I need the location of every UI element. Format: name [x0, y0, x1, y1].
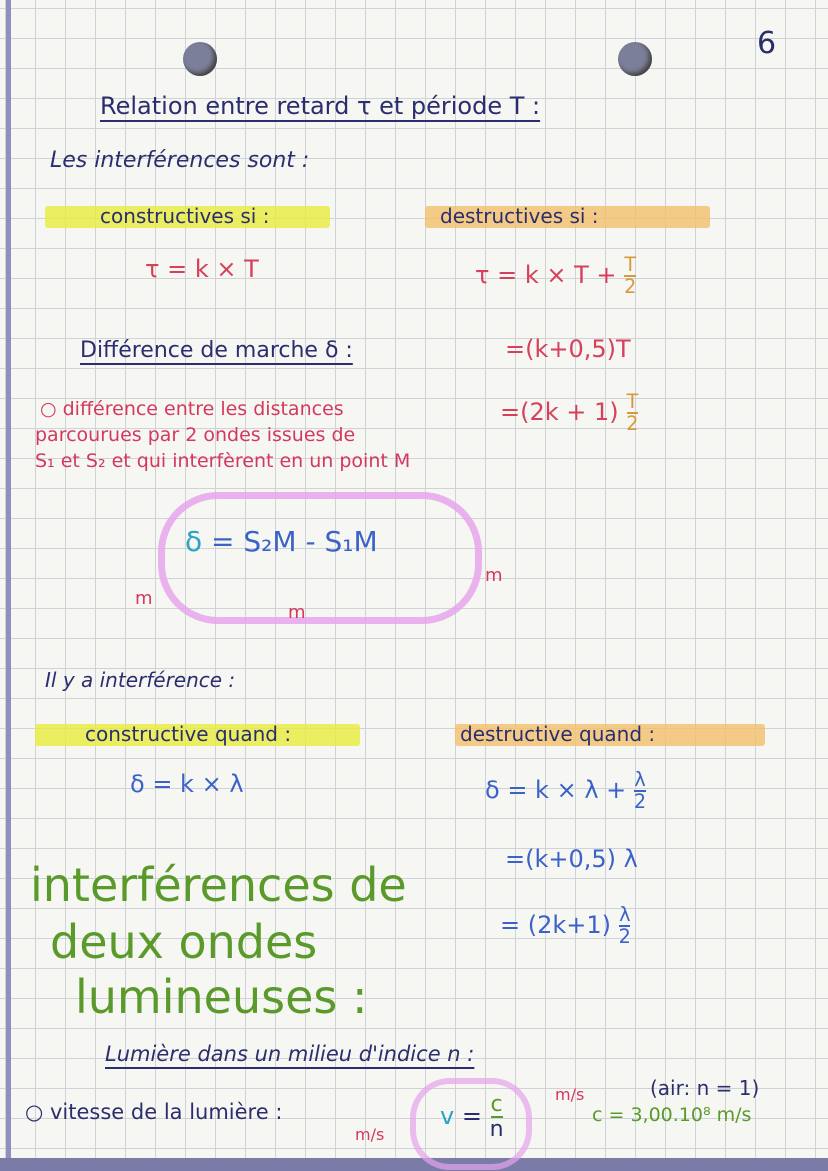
- destructive-equation: τ = k × T +: [475, 261, 617, 290]
- section-title: Relation entre retard τ et période T :: [100, 92, 541, 120]
- definition-line: parcourues par 2 ondes issues de: [35, 424, 356, 446]
- denominator: 2: [624, 275, 637, 299]
- denominator: n: [489, 1117, 504, 1143]
- unit-label: m: [135, 588, 153, 609]
- denominator: 2: [626, 412, 639, 436]
- air-note: (air: n = 1): [650, 1076, 760, 1100]
- destructive-lambda-eq-2: =(k+0,5) λ: [505, 845, 638, 873]
- numerator: c: [490, 1092, 503, 1117]
- big-title-line: deux ondes: [50, 915, 318, 969]
- destructive-lambda-eq-3: = (2k+1): [500, 911, 612, 940]
- unit-label: m: [288, 602, 306, 623]
- medium-title: Lumière dans un milieu d'indice n :: [105, 1042, 475, 1066]
- highlight-cloud: [158, 492, 482, 624]
- numerator: T: [624, 253, 637, 276]
- unit-label: m: [485, 565, 503, 586]
- definition-line: ○ différence entre les distances: [40, 398, 344, 420]
- destructive-label: destructives si :: [440, 204, 599, 228]
- path-difference-title: Différence de marche δ :: [80, 338, 353, 363]
- v-symbol: v: [440, 1102, 455, 1131]
- binder-hole: [183, 42, 217, 76]
- c-value: c = 3,00.10⁸ m/s: [592, 1104, 752, 1126]
- denominator: 2: [633, 790, 647, 814]
- margin-line: [6, 0, 11, 1160]
- numerator: λ: [619, 903, 631, 926]
- equals-sign: =: [461, 1102, 482, 1131]
- numerator: T: [626, 390, 639, 413]
- binder-hole: [618, 42, 652, 76]
- unit-label: m/s: [355, 1125, 385, 1144]
- speed-label: ○ vitesse de la lumière :: [25, 1100, 283, 1124]
- page-edge: [0, 1158, 828, 1171]
- big-title-line: interférences de: [30, 858, 407, 912]
- destructive-equation-2: =(k+0,5)T: [505, 335, 631, 363]
- constructive-equation: τ = k × T: [145, 255, 259, 283]
- delta-symbol: δ: [185, 525, 203, 558]
- unit-label: m/s: [555, 1085, 585, 1104]
- big-title-line: lumineuses :: [75, 970, 368, 1024]
- destructive-when: destructive quand :: [460, 722, 656, 746]
- destructive-equation-3: =(2k + 1): [500, 398, 619, 427]
- constructive-when: constructive quand :: [85, 722, 292, 746]
- delta-equation: = S₂M - S₁M: [211, 525, 378, 558]
- interference-intro: Il y a interférence :: [45, 668, 236, 692]
- numerator: λ: [634, 768, 646, 791]
- destructive-lambda-eq: δ = k × λ +: [485, 776, 627, 805]
- constructive-lambda-eq: δ = k × λ: [130, 770, 244, 798]
- definition-line: S₁ et S₂ et qui interfèrent en un point M: [35, 450, 411, 472]
- page-number: 6: [757, 26, 777, 61]
- denominator: 2: [618, 925, 631, 949]
- constructive-label: constructives si :: [100, 204, 270, 228]
- intro-text: Les interférences sont :: [50, 148, 310, 173]
